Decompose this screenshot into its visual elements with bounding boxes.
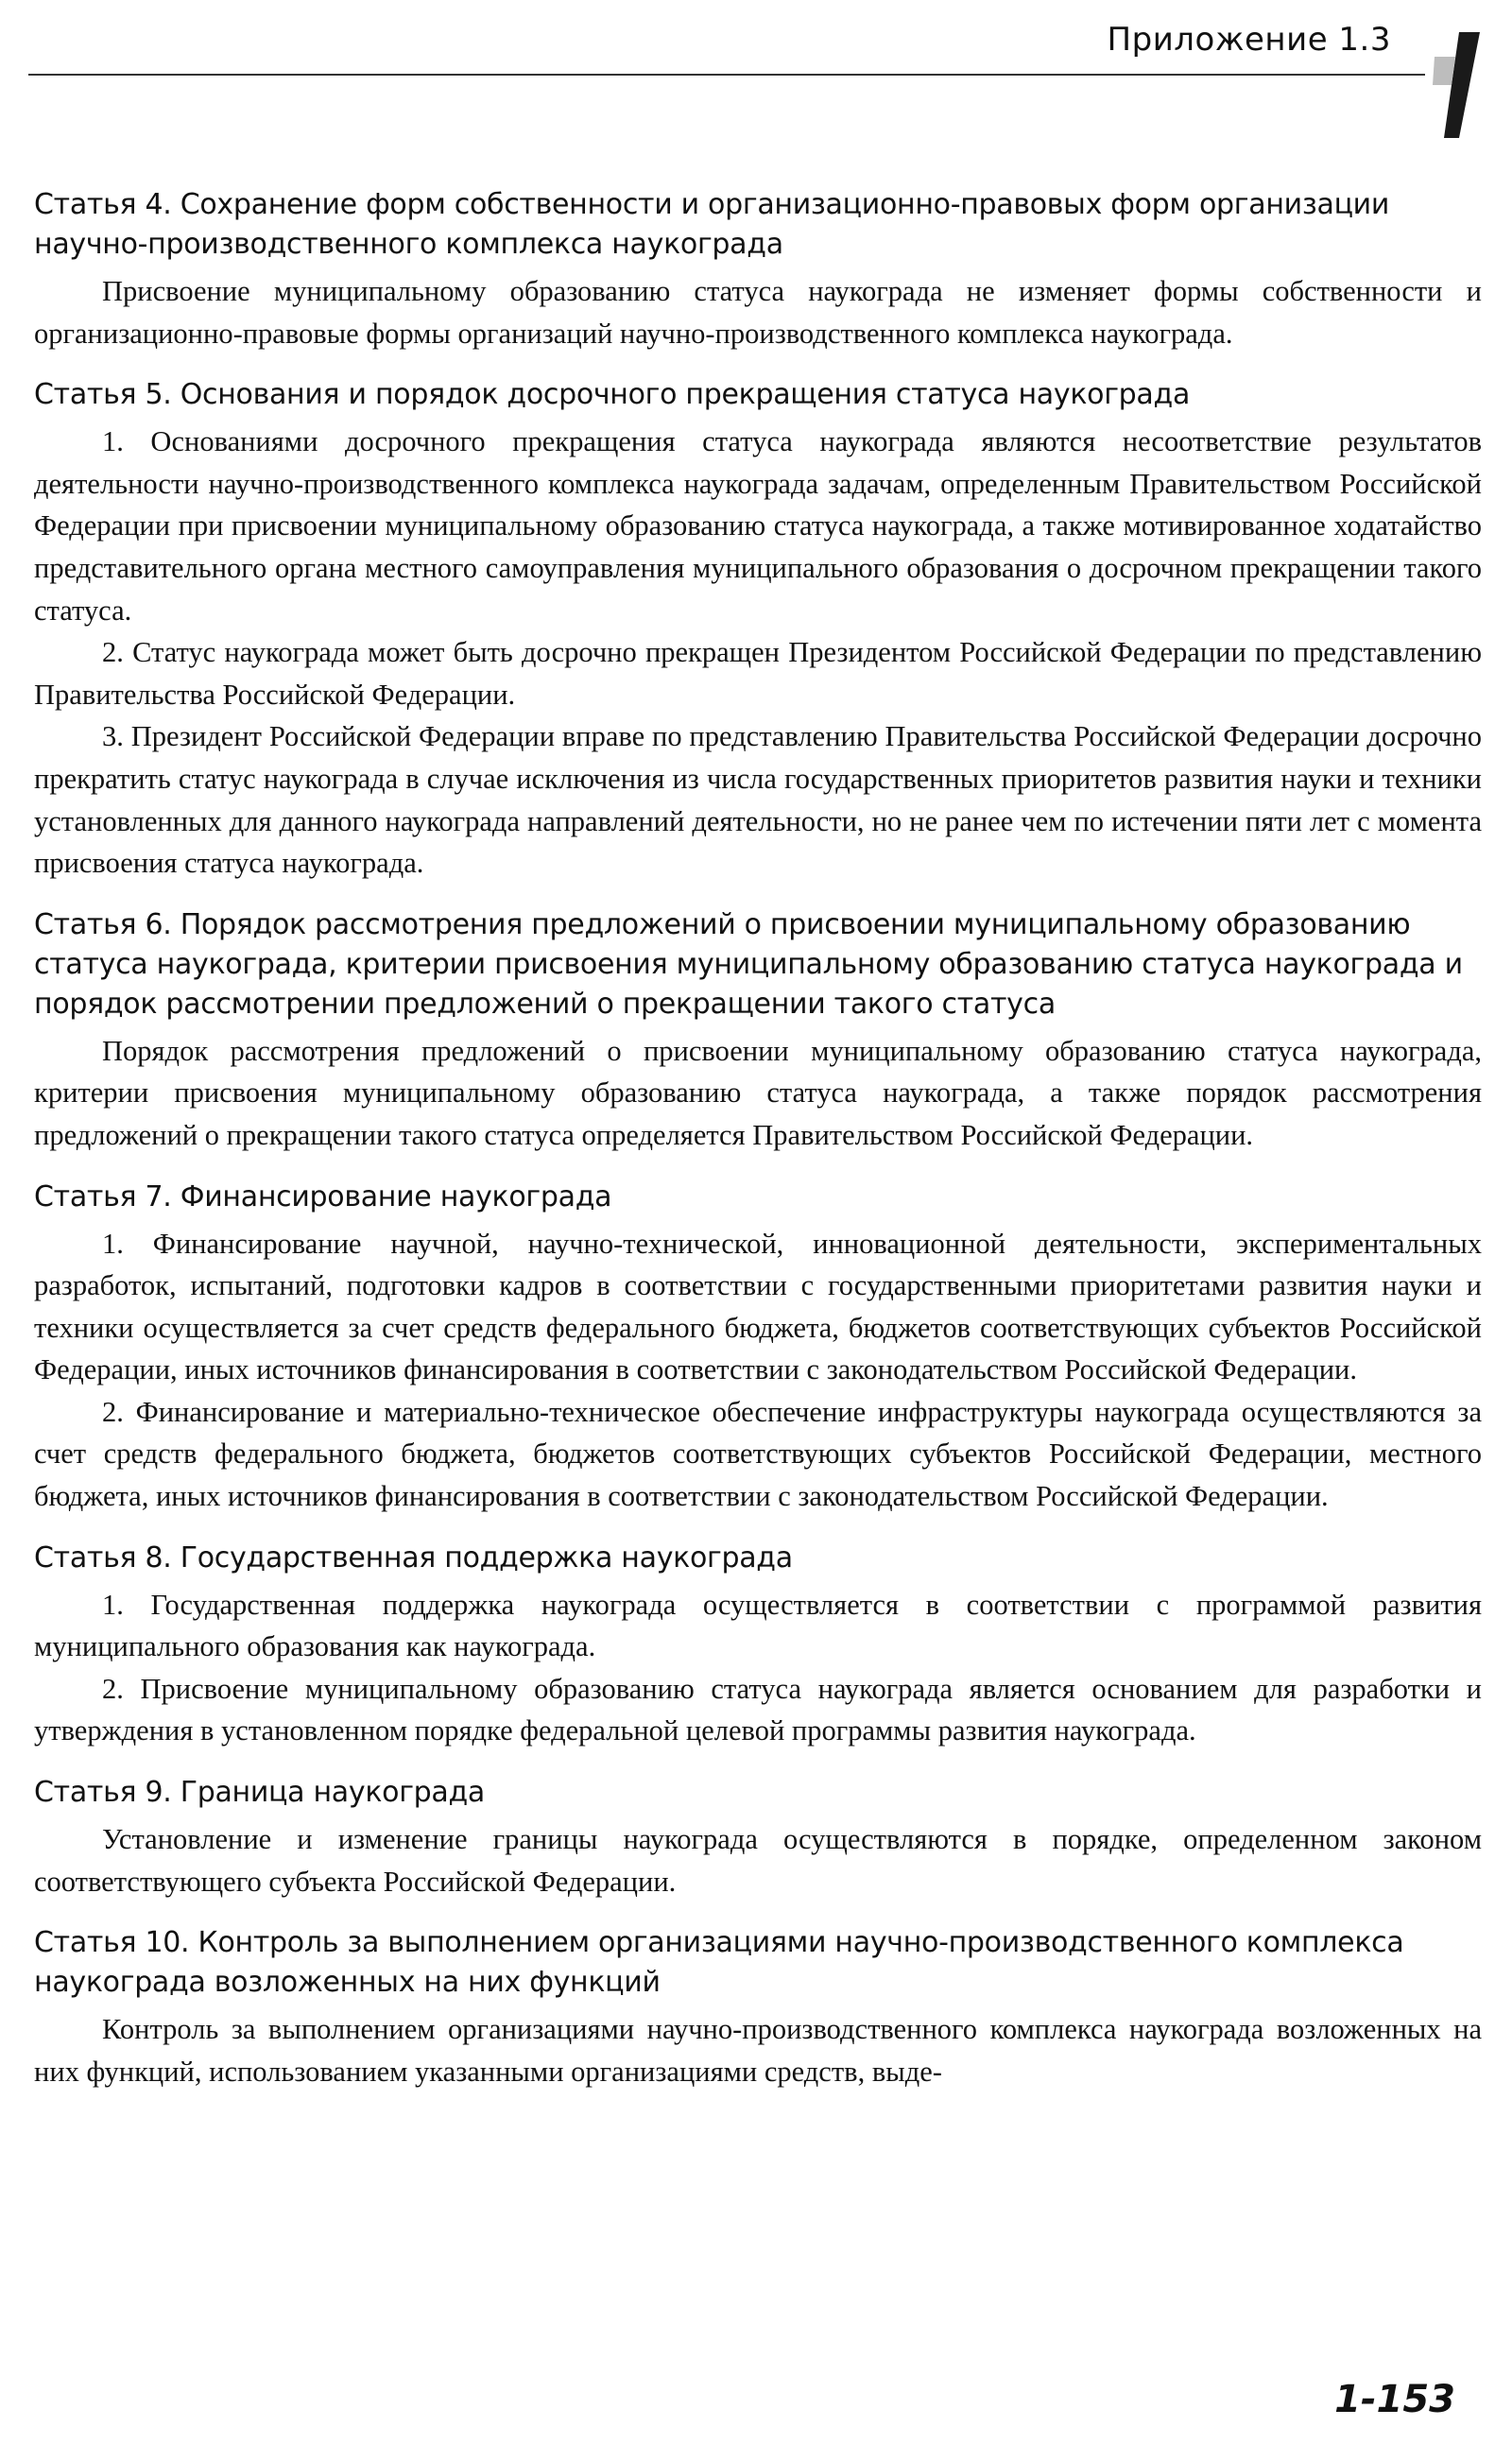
article-paragraph: 3. Президент Российской Федерации вправе по представлению Правительства Российской Федерации досрочно прекратить статус наукограда в случае исключения из числа государственных приоритетов развития науки и техники установленных для данного наукограда направлений деятельности, но не ранее чем по истечении пяти лет с момента присвоения статуса наукограда. — [34, 720, 1482, 880]
article-title: Статья 4. Сохранение форм собственности и организационно-правовых форм организации научно-производственного комплекса наукограда — [34, 188, 1390, 261]
article-paragraph: Присвоение муниципальному образованию статуса наукограда не изменяет формы собственности и организационно-правовые формы организаций научно-производственного комплекса наукограда. — [34, 275, 1482, 350]
article-title: Статья 7. Финансирование наукограда — [34, 1179, 612, 1213]
article-paragraph: 2. Присвоение муниципальному образованию статуса наукограда является основанием для разработки и утверждения в установленном порядке федеральной целевой программы развития наукограда. — [34, 1672, 1482, 1747]
page-corner-mark-icon — [1431, 28, 1484, 142]
article-paragraph: Контроль за выполнением организациями научно-производственного комплекса наукограда возложенных на них функций, использованием указанными организациями средств, выде- — [34, 2013, 1482, 2088]
page-number: 1-153 — [1334, 2378, 1455, 2421]
article-paragraph: 2. Статус наукограда может быть досрочно прекращен Президентом Российской Федерации по представлению Правительства Российской Федерации. — [34, 636, 1482, 711]
article-5 — [34, 375, 1482, 885]
article-9 — [34, 1773, 1482, 1902]
article-list — [34, 185, 1482, 2113]
article-title: Статья 8. Государственная поддержка наукограда — [34, 1540, 793, 1575]
article-title: Статья 10. Контроль за выполнением организациями научно-производственного комплекса наукограда возложенных на них функций — [34, 1926, 1404, 2000]
article-8 — [34, 1539, 1482, 1752]
article-6 — [34, 905, 1482, 1157]
article-paragraph: 1. Государственная поддержка наукограда осуществляется в соответствии с программой развития муниципального образования как наукограда. — [34, 1588, 1482, 1663]
article-paragraph: 1. Финансирование научной, научно-технической, инновационной деятельности, экспериментальных разработок, испытаний, подготовки кадров в соответствии с государственными приоритетами развития науки и техники осуществляется за счет средств федерального бюджета, бюджетов соответствующих субъектов Российской Федерации, иных источников финансирования в соответствии с законодательством Российской Федерации. — [34, 1227, 1482, 1386]
article-paragraph: Порядок рассмотрения предложений о присвоении муниципальному образованию статуса наукограда, критерии присвоения муниципальному образованию статуса наукограда, а также порядок рассмотрения предложений о прекращении такого статуса определяется Правительством Российской Федерации. — [34, 1034, 1482, 1151]
article-title: Статья 6. Порядок рассмотрения предложений о присвоении муниципальному образованию статуса наукограда, критерии присвоения муниципальному образованию статуса наукограда и порядок рассмотрении предложений о прекращении такого статуса — [34, 907, 1463, 1021]
running-head: Приложение 1.3 — [1107, 21, 1391, 59]
article-paragraph: 2. Финансирование и материально-техническое обеспечение инфраструктуры наукограда осуществляются за счет средств федерального бюджета, бюджетов соответствующих субъектов Российской Федерации, местного бюджета, иных источников финансирования в соответствии с законодательством Российской Федерации. — [34, 1395, 1482, 1513]
article-paragraph: 1. Основаниями досрочного прекращения статуса наукограда являются несоответствие результатов деятельности научно-производственного комплекса наукограда задачам, определенным Правительством Российской Федерации при присвоении муниципальному образованию статуса наукограда, а также мотивированное ходатайство представительного органа местного самоуправления муниципального образования о досрочном прекращении такого статуса. — [34, 425, 1482, 627]
article-4 — [34, 185, 1482, 354]
article-paragraph: Установление и изменение границы наукограда осуществляются в порядке, определенном законом соответствующего субъекта Российской Федерации. — [34, 1823, 1482, 1898]
article-7 — [34, 1178, 1482, 1518]
article-title: Статья 5. Основания и порядок досрочного прекращения статуса наукограда — [34, 378, 1191, 412]
article-title: Статья 9. Граница наукограда — [34, 1776, 486, 1810]
article-10 — [34, 1923, 1482, 2092]
header-rule — [28, 74, 1425, 76]
